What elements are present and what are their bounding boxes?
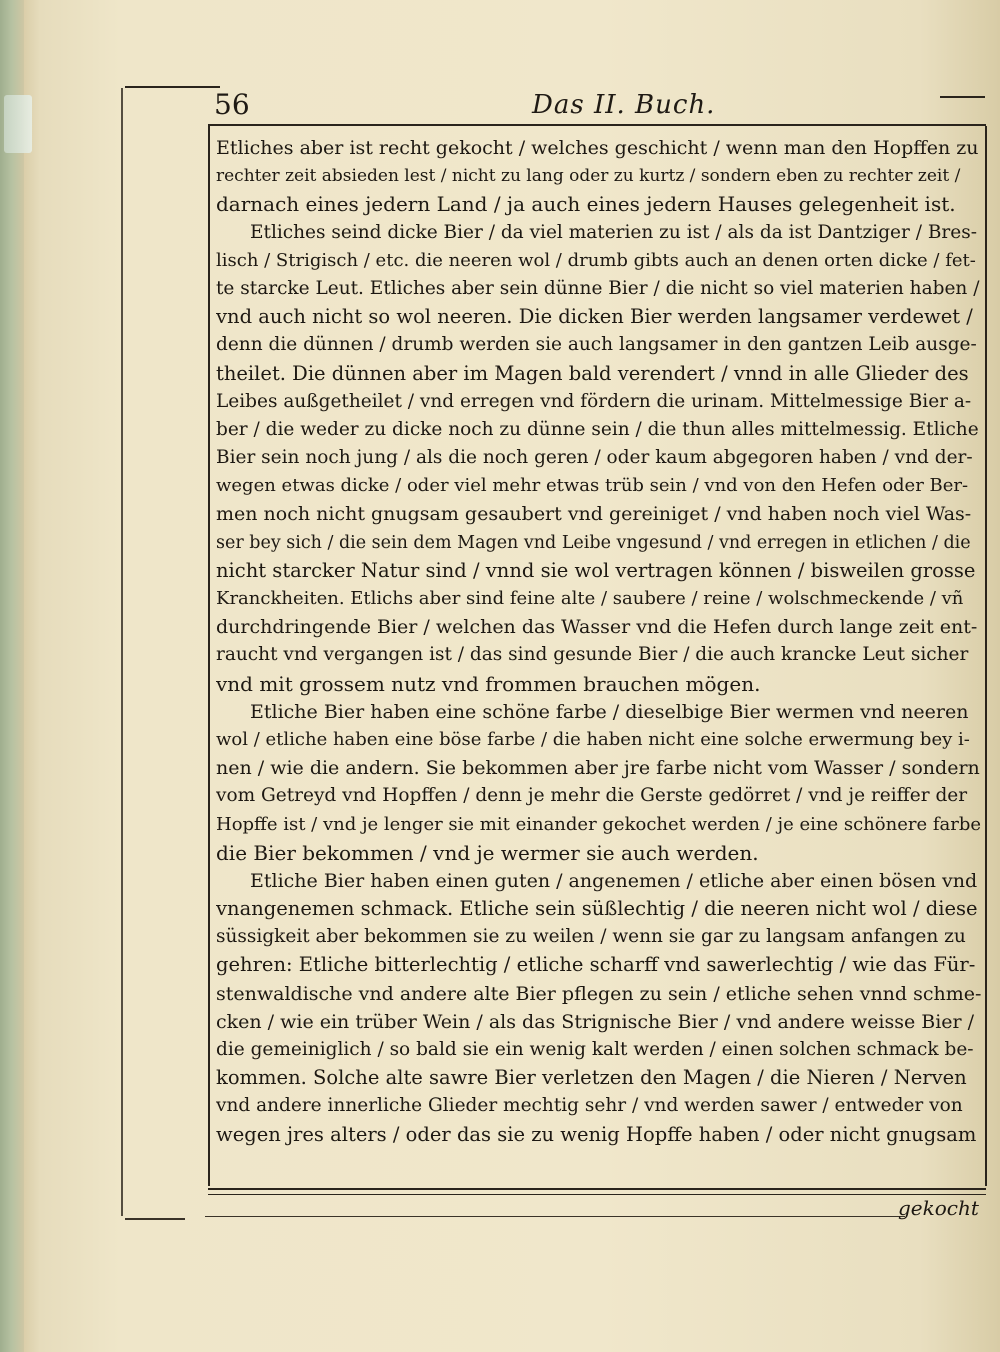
text-line: vnd mit grossem nutz vnd frommen brauchen mögen.: [216, 671, 761, 696]
text-line: cken / wie ein trüber Wein / als das Strignische Bier / vnd andere weisse Bier /: [216, 1010, 975, 1033]
bookmark-ribbon: [4, 95, 32, 153]
text-line: Etliche Bier haben eine schöne farbe / dieselbige Bier wermen vnd neeren: [250, 700, 969, 723]
text-frame-bottom-rule: [208, 1188, 986, 1190]
text-line: stenwaldische vnd andere alte Bier pflegen zu sein / etliche sehen vnnd schme-: [216, 982, 981, 1005]
book-binding: [0, 0, 24, 1352]
text-line: darnach eines jedern Land / ja auch eines jedern Hauses gelegenheit ist.: [216, 192, 956, 217]
text-line: theilet. Die dünnen aber im Magen bald verendert / vnnd in alle Glieder des: [216, 361, 969, 385]
text-line: wegen jres alters / oder das sie zu wenig Hopffe haben / oder nicht gnugsam: [216, 1122, 977, 1146]
text-line: wegen etwas dicke / oder viel mehr etwas trüb sein / vnd von den Hefen oder Ber-: [216, 475, 969, 497]
text-line: nicht starcker Natur sind / vnnd sie wol vertragen können / bisweilen grosse: [216, 558, 976, 582]
text-line: die gemeiniglich / so bald sie ein wenig kalt werden / einen solchen schmack be-: [216, 1039, 974, 1060]
text-line: wol / etliche haben eine böse farbe / die haben nicht eine solche erwermung bey i-: [216, 728, 970, 750]
text-line: nen / wie die andern. Sie bekommen aber jre farbe nicht vom Wasser / sondern: [216, 757, 980, 780]
footer-rule: [125, 1218, 185, 1220]
text-line: Kranckheiten. Etlichs aber sind feine alte / saubere / reine / wolschmeckende / vñ: [216, 588, 964, 609]
text-line: Hopffe ist / vnd je lenger sie mit einander gekochet werden / je eine schönere farbe: [216, 813, 981, 835]
text-line: kommen. Solche alte sawre Bier verletzen den Magen / die Nieren / Nerven: [216, 1066, 967, 1090]
body-text: [216, 134, 981, 1149]
margin-rule: [121, 88, 123, 1216]
page-number: 56: [214, 88, 250, 121]
text-line: vnangenemen schmack. Etliche sein süßlechtig / die neeren nicht wol / diese: [216, 897, 978, 921]
running-title: Das II. Buch.: [532, 90, 716, 120]
text-line: Etliche Bier haben einen guten / angenemen / etliche aber einen bösen vnd: [250, 869, 978, 892]
text-line: Leibes außgetheilet / vnd erregen vnd fördern die urinam. Mittelmessige Bier a-: [216, 390, 972, 412]
text-line: denn die dünnen / drumb werden sie auch langsamer in den gantzen Leib ausge-: [216, 334, 977, 356]
text-frame-bottom-rule: [208, 1194, 986, 1195]
text-line: Etliches aber ist recht gekocht / welches geschicht / wenn man den Hopffen zu: [216, 137, 979, 159]
running-header: [214, 84, 974, 122]
text-line: vom Getreyd vnd Hopffen / denn je mehr die Gerste gedörret / vnd je reiffer der: [216, 785, 968, 807]
text-line: men noch nicht gnugsam gesaubert vnd gereiniget / vnd haben noch viel Was-: [216, 503, 972, 526]
text-line: die Bier bekommen / vnd je wermer sie auch werden.: [216, 840, 759, 865]
text-line: Etliches seind dicke Bier / da viel materien zu ist / als da ist Dantziger / Bres-: [250, 221, 977, 243]
margin-rule: [125, 86, 220, 88]
text-line: ber / die weder zu dicke noch zu dünne sein / die thun alles mittelmessig. Etliche: [216, 418, 979, 440]
text-line: süssigkeit aber bekommen sie zu weilen / wenn sie gar zu langsam anfangen zu: [216, 926, 966, 948]
text-line: rechter zeit absieden lest / nicht zu lang oder zu kurtz / sondern eben zu rechter zeit /: [216, 166, 961, 187]
text-line: ser bey sich / die sein dem Magen vnd Leibe vngesund / vnd erregen in etlichen / die: [216, 532, 971, 553]
text-line: lisch / Strigisch / etc. die neeren wol / drumb gibts auch an denen orten dicke / fet-: [216, 249, 976, 271]
text-line: raucht vnd vergangen ist / das sind gesunde Bier / die auch krancke Leut sicher: [216, 644, 969, 666]
text-line: durchdringende Bier / welchen das Wasser vnd die Hefen durch lange zeit ent-: [216, 616, 978, 639]
text-line: vnd andere innerliche Glieder mechtig sehr / vnd werden sawer / entweder von: [216, 1095, 963, 1117]
catchword: gekocht: [898, 1196, 979, 1220]
text-line: vnd auch nicht so wol neeren. Die dicken Bier werden langsamer verdewet /: [216, 305, 973, 329]
text-line: gehren: Etliche bitterlechtig / etliche scharff vnd sawerlechtig / wie das Für-: [216, 953, 976, 977]
text-line: Bier sein noch jung / als die noch geren / oder kaum abgegoren haben / vnd der-: [216, 447, 973, 469]
footer-rule: [205, 1216, 905, 1217]
text-line: te starcke Leut. Etliches aber sein dünne Bier / die nicht so viel materien haben /: [216, 277, 980, 299]
